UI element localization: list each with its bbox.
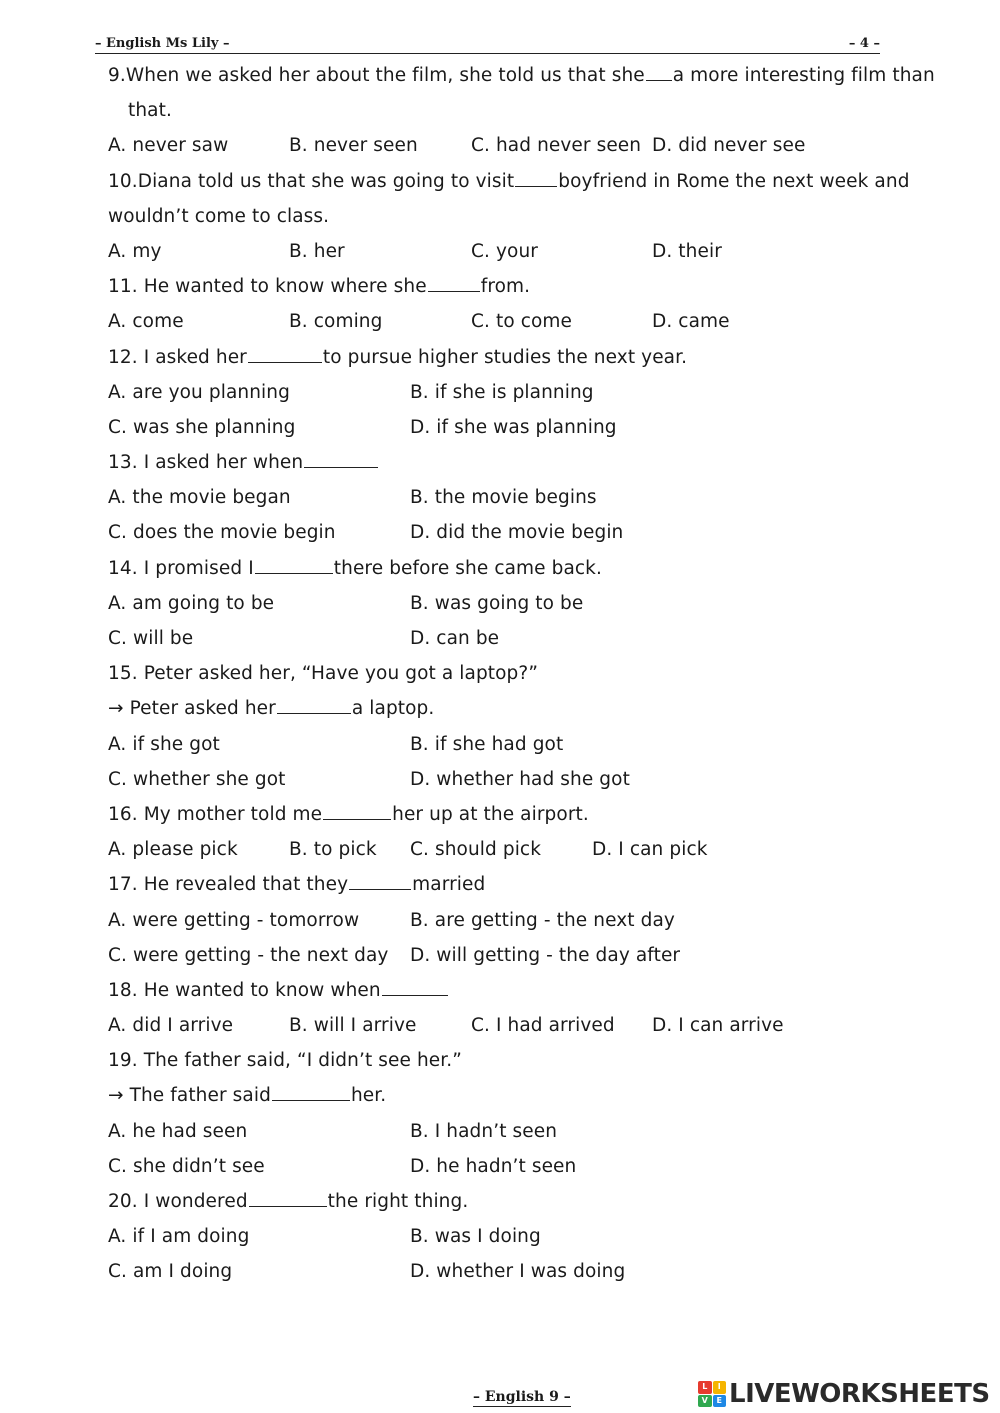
- options-row: [108, 762, 938, 797]
- option-a[interactable]: A. did I arrive: [108, 1015, 234, 1037]
- answer-blank: [277, 697, 351, 714]
- option-a[interactable]: A. the movie began: [108, 487, 291, 509]
- worksheet-body: [108, 58, 938, 1290]
- question-text: 17. He revealed that they: [108, 874, 349, 896]
- option-d[interactable]: D. he hadn’t seen: [410, 1155, 577, 1177]
- option-a[interactable]: A. were getting - tomorrow: [108, 909, 360, 931]
- question-15-rewrite: [108, 691, 938, 726]
- question-13: [108, 445, 938, 480]
- question-19-rewrite: [108, 1078, 938, 1113]
- option-b[interactable]: B. never seen: [289, 135, 418, 157]
- question-12: [108, 340, 938, 375]
- option-c[interactable]: C. does the movie begin: [108, 522, 336, 544]
- option-a[interactable]: A. come: [108, 311, 184, 333]
- option-d[interactable]: D. if she was planning: [410, 416, 617, 438]
- question-text: the right thing.: [327, 1191, 469, 1212]
- option-d[interactable]: D. whether I was doing: [410, 1261, 626, 1283]
- option-a[interactable]: A. if I am doing: [108, 1226, 250, 1248]
- question-text: that.: [128, 100, 172, 122]
- option-c[interactable]: C. should pick: [410, 839, 542, 861]
- logo-tile: I: [713, 1381, 727, 1394]
- question-text: a laptop.: [351, 698, 435, 720]
- option-a[interactable]: A. my: [108, 240, 162, 262]
- question-19: [108, 1043, 938, 1078]
- options-row: [108, 480, 938, 515]
- option-c[interactable]: C. was she planning: [108, 416, 296, 438]
- option-c[interactable]: C. your: [471, 240, 538, 262]
- option-d[interactable]: D. whether had she got: [410, 768, 630, 790]
- question-text: a more interesting film than: [672, 65, 935, 86]
- option-c[interactable]: C. whether she got: [108, 768, 286, 790]
- options-row: [108, 903, 938, 938]
- options-row: [108, 375, 938, 410]
- option-b[interactable]: B. will I arrive: [289, 1015, 417, 1037]
- liveworksheets-logo-icon: [698, 1381, 726, 1407]
- options-row: [108, 234, 938, 269]
- option-b[interactable]: B. if she had got: [410, 733, 564, 755]
- options-row: [108, 1149, 938, 1184]
- answer-blank: [248, 346, 322, 363]
- logo-tile: L: [698, 1381, 712, 1394]
- question-18: [108, 973, 938, 1008]
- question-text: 12. I asked her: [108, 346, 247, 368]
- answer-blank: [255, 557, 333, 574]
- answer-blank: [349, 873, 411, 890]
- options-row: [108, 410, 938, 445]
- options-row: [108, 938, 938, 973]
- option-d[interactable]: D. came: [652, 311, 730, 333]
- question-16: [108, 797, 938, 832]
- question-20: [108, 1184, 938, 1219]
- options-row: [108, 1219, 938, 1254]
- question-14: [108, 551, 938, 586]
- question-text: 20. I wondered: [108, 1191, 248, 1212]
- options-row: [108, 621, 938, 656]
- question-text: 13. I asked her when: [108, 452, 304, 474]
- option-c[interactable]: C. she didn’t see: [108, 1155, 265, 1177]
- options-row: [108, 1114, 938, 1149]
- option-c[interactable]: C. I had arrived: [471, 1015, 615, 1037]
- option-d[interactable]: D. will getting - the day after: [410, 944, 681, 966]
- question-text: boyfriend in Rome the next week and: [558, 170, 910, 192]
- options-row: [108, 304, 938, 339]
- option-b[interactable]: B. coming: [289, 311, 383, 333]
- answer-blank: [646, 64, 672, 81]
- option-c[interactable]: C. will be: [108, 628, 194, 649]
- options-row: [108, 727, 938, 762]
- option-b[interactable]: B. was I doing: [410, 1226, 541, 1248]
- logo-tile: V: [698, 1395, 712, 1408]
- question-text: her.: [350, 1085, 387, 1107]
- option-a[interactable]: A. please pick: [108, 839, 238, 861]
- option-d[interactable]: D. can be: [410, 628, 500, 649]
- question-text: 9.When we asked her about the film, she told us that she: [108, 65, 645, 86]
- option-a[interactable]: A. if she got: [108, 733, 220, 755]
- question-text: 19. The father said, “I didn’t see her.”: [108, 1050, 462, 1072]
- question-9-continued: [108, 93, 938, 128]
- options-row: [108, 586, 938, 621]
- options-row: [108, 515, 938, 550]
- option-b[interactable]: B. the movie begins: [410, 487, 597, 509]
- question-9: [108, 58, 938, 93]
- header-page-number: – 4 –: [848, 36, 880, 51]
- answer-blank: [323, 803, 391, 820]
- option-d[interactable]: D. did the movie begin: [410, 522, 624, 544]
- options-row: [108, 1254, 938, 1289]
- option-b[interactable]: B. her: [289, 240, 345, 262]
- option-d[interactable]: D. I can arrive: [652, 1015, 784, 1037]
- question-text: to pursue higher studies the next year.: [322, 346, 688, 368]
- logo-tile: E: [713, 1395, 727, 1408]
- answer-blank: [428, 275, 480, 292]
- question-text: → The father said: [108, 1085, 271, 1107]
- option-a[interactable]: A. am going to be: [108, 592, 275, 614]
- question-10-continued: [108, 199, 938, 234]
- page-footer: – English 9 –: [473, 1389, 571, 1405]
- question-text: from.: [480, 276, 531, 298]
- option-c[interactable]: C. am I doing: [108, 1261, 233, 1283]
- liveworksheets-brand[interactable]: [698, 1378, 990, 1410]
- option-a[interactable]: A. are you planning: [108, 381, 290, 403]
- page-header: [95, 36, 880, 54]
- question-10: [108, 164, 938, 199]
- options-row: [108, 832, 938, 867]
- option-b[interactable]: B. I hadn’t seen: [410, 1120, 558, 1142]
- option-b[interactable]: B. was going to be: [410, 592, 584, 614]
- question-text: 11. He wanted to know where she: [108, 276, 427, 298]
- question-text: her up at the airport.: [392, 803, 589, 825]
- question-15: [108, 656, 938, 691]
- option-c[interactable]: C. had never seen: [471, 135, 642, 157]
- question-text: 16. My mother told me: [108, 803, 323, 825]
- question-text: there before she came back.: [333, 557, 602, 579]
- question-11: [108, 269, 938, 304]
- question-text: 15. Peter asked her, “Have you got a laptop?”: [108, 663, 539, 685]
- answer-blank: [249, 1190, 327, 1207]
- question-17: [108, 867, 938, 902]
- option-c[interactable]: C. were getting - the next day: [108, 944, 389, 966]
- question-text: → Peter asked her: [108, 698, 276, 720]
- question-text: 10.Diana told us that she was going to visit: [108, 170, 515, 192]
- question-text: wouldn’t come to class.: [108, 205, 330, 227]
- answer-blank: [272, 1084, 350, 1101]
- brand-name: LIVEWORKSHEETS: [729, 1379, 990, 1409]
- question-text: 14. I promised I: [108, 557, 254, 579]
- answer-blank: [304, 451, 378, 468]
- option-b[interactable]: B. are getting - the next day: [410, 909, 675, 931]
- answer-blank: [382, 979, 448, 996]
- option-b[interactable]: B. if she is planning: [410, 381, 594, 403]
- option-b[interactable]: B. to pick: [289, 839, 377, 861]
- option-d[interactable]: D. did never see: [652, 135, 806, 157]
- option-d[interactable]: D. I can pick: [592, 839, 708, 861]
- options-row: [108, 1008, 938, 1043]
- options-row: [108, 128, 938, 163]
- header-course-label: – English Ms Lily –: [95, 36, 230, 51]
- option-d[interactable]: D. their: [652, 240, 722, 262]
- option-a[interactable]: A. he had seen: [108, 1120, 248, 1142]
- option-c[interactable]: C. to come: [471, 311, 573, 333]
- question-text: 18. He wanted to know when: [108, 979, 381, 1001]
- option-a[interactable]: A. never saw: [108, 135, 229, 157]
- question-text: married: [412, 874, 486, 896]
- answer-blank: [515, 170, 557, 187]
